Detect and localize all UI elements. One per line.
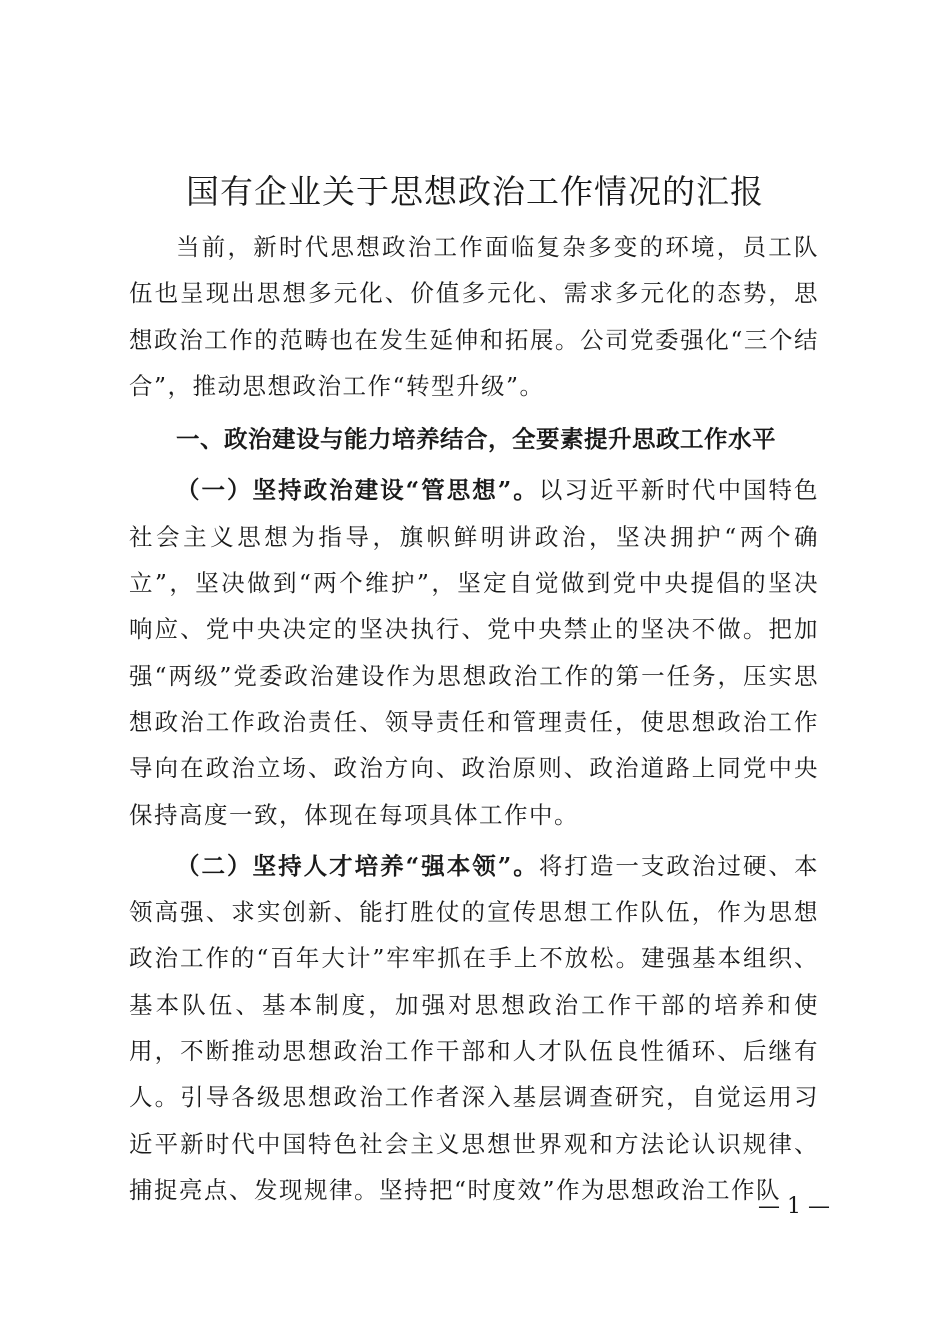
- page-number: — 1 —: [758, 1194, 830, 1219]
- section-heading-1: 一、政治建设与能力培养结合，全要素提升思政工作水平: [176, 425, 776, 454]
- subsection-2-body: 将打造一支政治过硬、本领高强、求实创新、能打胜仗的宣传思想工作队伍，作为思想政治工作的“百年大计”牢牢抓在手上不放松。建强基本组织、基本队伍、基本制度，加强对思想政治工作干部的培养和使用，不断推动思想政治工作干部和人才队伍良性循环、后继有人。引导各级思想政治工作者深入基层调查研究，自觉运用习近平新时代中国特色社会主义思想世界观和方法论认识规律、捕捉亮点、发现规律。坚持把“时度效”作为思想政治工作队: [129, 851, 819, 1204]
- intro-paragraph: 当前，新时代思想政治工作面临复杂多变的环境，员工队伍也呈现出思想多元化、价值多元化、需求多元化的态势，思想政治工作的范畴也在发生延伸和拓展。公司党委强化“三个结合”，推动思想政治工作“转型升级”。: [129, 233, 819, 400]
- subsection-1-body: 以习近平新时代中国特色社会主义思想为指导，旗帜鲜明讲政治，坚决拥护“两个确立”，坚决做到“两个维护”，坚定自觉做到党中央提倡的坚决响应、党中央决定的坚决执行、党中央禁止的坚决不做。把加强“两级”党委政治建设作为思想政治工作的第一任务，压实思想政治工作政治责任、领导责任和管理责任，使思想政治工作导向在政治立场、政治方向、政治原则、政治道路上同党中央保持高度一致，体现在每项具体工作中。: [129, 476, 819, 829]
- subsection-1-heading: （一）坚持政治建设“管思想”。: [176, 476, 539, 505]
- document-title: 国有企业关于思想政治工作情况的汇报: [186, 172, 764, 211]
- document-body: [129, 224, 819, 1213]
- subsection-1-paragraph: [129, 467, 819, 837]
- subsection-2-paragraph: [129, 843, 819, 1213]
- subsection-2-heading: （二）坚持人才培养“强本领”。: [176, 851, 539, 880]
